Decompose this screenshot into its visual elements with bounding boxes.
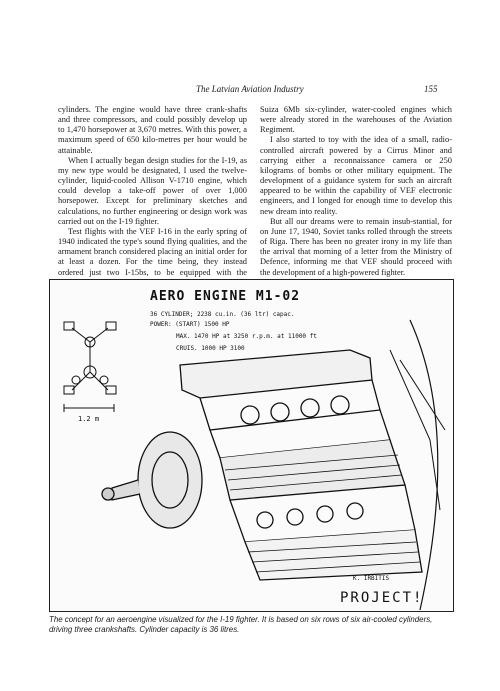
paragraph: When I actually began design studies for the I-19, as my new type would be designated, I used the twelve-cylinder, liquid-cooled Allison V-1710 engine, which could develop a take-off power of over 1,000 horsepower. Except for preliminary sketches and calculations, no further engineering or design work was carried out on the I-19 fighter. xyxy=(58,155,247,226)
running-title: The Latvian Aviation Industry xyxy=(196,84,304,94)
figure-caption: The concept for an aeroengine visualized for the I-19 fighter. It is based on six rows of six air-cooled cylinders, driving three crankshafts. Cylinder capacity is 36 litres. xyxy=(49,615,433,634)
drawing-heading: AERO ENGINE M1-02 xyxy=(150,289,301,304)
running-header xyxy=(0,84,500,98)
drawing-spec-line: 36 CYLINDER; 2238 cu.in. (36 ltr) capac. xyxy=(150,311,295,318)
drawing-spec-line: POWER: (START) 1500 HP xyxy=(150,321,230,328)
front-view-schematic xyxy=(64,322,116,412)
paragraph: cylinders. The engine would have three crank-shafts and three compressors, and could possibly develop up to 1,470 horsepower at 3,670 metres. With this power, a maximum speed of 650 kilo-metres per hour would be attainable. xyxy=(58,105,247,155)
paragraph: Suiza 6Mb six-cylinder, water-cooled engines which were already stored in the warehouses of the Aviation Regiment. xyxy=(260,105,452,135)
right-column xyxy=(260,105,452,278)
artist-signature: K. IRBITIS xyxy=(353,575,390,582)
left-column xyxy=(58,105,247,288)
paragraph: I also started to toy with the idea of a small, radio-controlled aircraft powered by a Cirrus Minor and carrying either a reconnaissance camera or 250 kilograms of bombs or other military equipment. The development of a guidance system for such an aircraft appeared to be within the capability of VEF electronic engineers, and I longed for enough time to develop this new dream into reality. xyxy=(260,135,452,216)
engine-drawing-figure xyxy=(49,279,454,612)
paragraph: But all our dreams were to remain insub-stantial, for on June 17, 1940, Soviet tanks rolled through the streets of Riga. There has been no greater irony in my life than the arrival that morning of a letter from the Ministry of Defence, informing me that VEF should proceed with the development of a high-powered fighter. xyxy=(260,216,452,277)
paragraph: Test flights with the VEF I-16 in the early spring of 1940 indicated the type's sound flying qualities, and the armament branch considered placing an initial order for at least a dozen. For the time being, they instead ordered just two I-15bs, to be equipped with the xyxy=(58,226,247,277)
engine-illustration xyxy=(102,350,445,580)
drawing-spec-line: MAX. 1470 HP at 3250 r.p.m. at 11000 ft xyxy=(176,333,317,340)
engine-sketch xyxy=(50,280,454,612)
page-number: 155 xyxy=(424,84,438,94)
project-stamp: PROJECT! xyxy=(340,590,424,606)
dimension-label: 1.2 m xyxy=(78,415,100,423)
drawing-spec-line: CRUIS. 1000 HP 3100 xyxy=(176,345,245,352)
